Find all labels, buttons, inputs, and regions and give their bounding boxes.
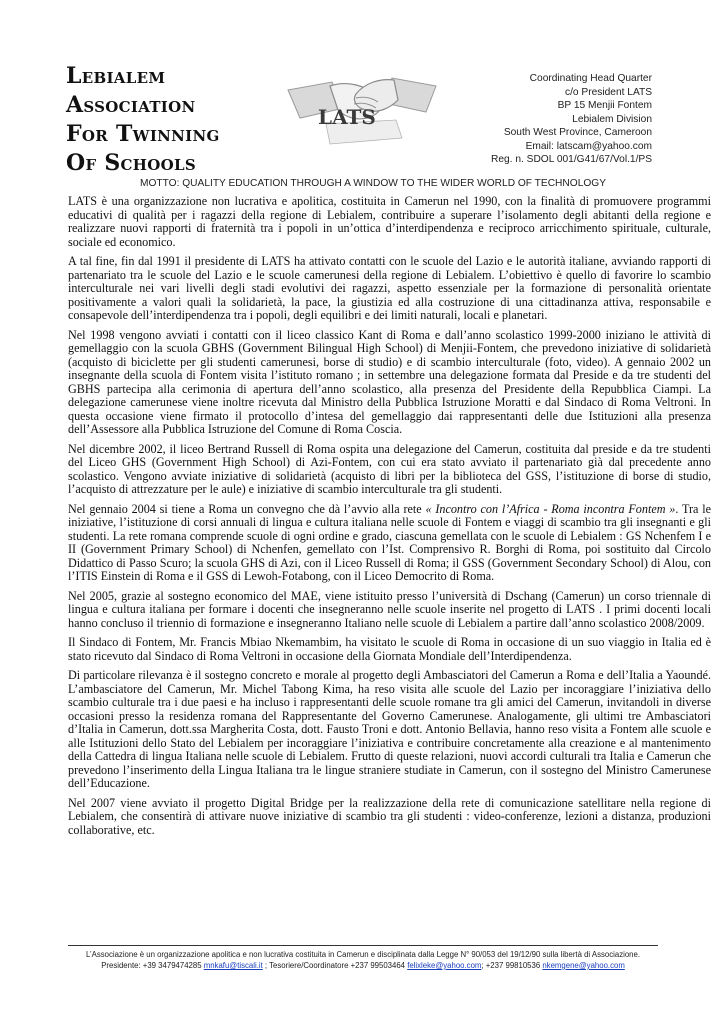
contact-line: c/o President LATS	[564, 86, 652, 98]
treasurer-email-link[interactable]: felixleke@yahoo.com	[407, 961, 482, 970]
org-name-line: Association	[66, 92, 196, 118]
org-name-line: For Twinning	[66, 121, 220, 147]
contact-line: Coordinating Head Quarter	[529, 73, 652, 84]
network-name: « Incontro con l’Africa - Roma incontra Fontem »	[425, 501, 676, 516]
third-phone: ; +237 99810536	[481, 961, 543, 970]
paragraph-text: . Tra le iniziative, l’istituzione di corsi annuali di lingua e cultura italiana nelle scuole di Fontem e viaggi di scambio tra gli insegnanti e gli studenti. La rete romana comprende scuole di ogni ordine e grado, ciascuna gemellata con le scuole di Lebialem : GS Nchenfem I e II (Government Primary School) di Nchenfen, gemellato con l’Ist. Comprensivo R. Borghi di Roma, poi sostituito dal Circolo Didattico di Passo Scuro; la scuola GHS di Azi, con il Liceo Russell di Roma; il GSS (Government Secondary School) di Alou, con l’ITIS Einstein di Roma e il GSS di Lewoh-Fotabong, con il Liceo Democrito di Roma.	[68, 501, 711, 583]
contact-line: Lebialem Division	[572, 113, 652, 125]
contact-line: BP 15 Menjii Fontem	[557, 100, 652, 111]
registration-number: Reg. n. SDOL 001/G41/67/Vol.1/PS	[490, 154, 652, 165]
paragraph-text: Nel gennaio 2004 si tiene a Roma un convegno che dà l’avvio alla rete	[68, 501, 426, 516]
president-email-link[interactable]: mnkafu@tiscali.it	[203, 961, 263, 970]
paragraph: LATS è una organizzazione non lucrativa e apolitica, costituita in Camerun nel 1990, con la finalità di promuovere programmi educativi di qualità per i ragazzi della regione di Lebialem, contribuire a superare l’isolamento degli abitanti della regione e realizzare nuovi rapporti di fraternità tra i popoli in un’ottica d’interdipendenza e reciproco arricchimento spirituale, culturale, sociale ed economico.	[68, 194, 711, 249]
treasurer-phone: ; Tesoriere/Coordinatore +237 99503464	[262, 961, 408, 970]
paragraph: Nel dicembre 2002, il liceo Bertrand Russell di Roma ospita una delegazione del Camerun, costituita dal preside e da tre studenti del Liceo GHS (Government High School) di Azi-Fontem, con cui era stato avviato il partenariato già dal precedente anno scolastico. Vengono avviate iniziative di solidarietà (acquisto di libri per la biblioteca del GSS, l’istituzione di borse di studio, l’acquisto di attrezzature per le aule) e iniziative di scambio interculturale tra gli studenti.	[68, 441, 711, 496]
president-phone: Presidente: +39 3479474285	[101, 961, 204, 970]
paragraph: Il Sindaco di Fontem, Mr. Francis Mbiao Nkemambim, ha visitato le scuole di Roma in occasione di un suo viaggio in Italia ed è stato ricevuto dal Sindaco di Roma Veltroni in occasione della Giornata Mondiale dell’Interdipendenza.	[68, 635, 711, 663]
logo-text: LATS	[318, 105, 376, 129]
footer-contacts	[68, 960, 658, 971]
footer	[68, 949, 658, 971]
third-email-link[interactable]: nkemgene@yahoo.com	[542, 961, 625, 970]
paragraph	[68, 503, 711, 584]
paragraph: A tal fine, fin dal 1991 il presidente di LATS ha attivato contatti con le scuole del Lazio e le autorità italiane, avviando rapporti di partenariato tra le scuole del Lazio e le scuole camerunesi della regione di Lebialem. L’obiettivo è quello di favorire lo scambio interculturale nei vari livelli degli stadi evolutivi dei ragazzi, aspetto essenziale per la formazione di personalità orientate positivamente a valori quali la solidarietà, la pace, la giustizia ed alla costruzione di una cittadinanza attiva, responsabile e consapevole dell’interdipendenza tra i popoli, degli equilibri e dei limiti naturali, locali e planetari.	[68, 254, 711, 322]
paragraph: Nel 2005, grazie al sostegno economico del MAE, viene istituito presso l’università di Dschang (Camerun) un corso triennale di lingua e cultura italiana per formare i docenti che insegneranno nelle scuole inserite nel progetto di LATS . I primi docenti locali hanno concluso il triennio di formazione e insegneranno Italiano nelle scuole di Lebialem a partire dall’anno scolastico 2008/2009.	[68, 588, 711, 630]
organization-name	[66, 62, 281, 178]
motto: MOTTO: QUALITY EDUCATION THROUGH A WINDOW TO THE WIDER WORLD OF TECHNOLOGY	[139, 178, 607, 189]
footer-divider	[68, 945, 658, 946]
paragraph: Nel 1998 vengono avviati i contatti con il liceo classico Kant di Roma e dall’anno scolastico 1999-2000 iniziano le attività di gemellaggio con la scuola GBHS (Government Bilingual High School) di Menjii-Fontem, che prevedono iniziative di solidarietà (acquisto di biciclette per gli studenti camerunesi, borse di studio) e di scambio interculturale (foto, video). A gennaio 2002 un insegnante della scuola di Fontem visita l’istituto romano ; in settembre una delegazione formata dal Preside e da tre studenti del GBHS partecipa alla cerimonia di apertura dell’anno scolastico, alla presenza del Presidente della Repubblica Ciampi. La delegazione camerunese viene inoltre ricevuta dal Ministro della Pubblica Istruzione Moratti e dal Sindaco di Roma Veltroni. In questa occasione viene firmato il protocollo d’intesa del gemellaggio dai rappresentanti delle due Istituzioni alla presenza dell’Assessore alla Pubblica Istruzione del Comune di Roma Coscia.	[68, 327, 711, 436]
org-name-line: Of Schools	[66, 150, 196, 176]
contact-email: Email: latscam@yahoo.com	[525, 140, 652, 152]
org-name-line: Lebialem	[66, 63, 166, 89]
contact-block	[412, 72, 652, 167]
paragraph: Di particolare rilevanza è il sostegno concreto e morale al progetto degli Ambasciatori del Camerun a Roma e dell’Italia a Yaoundé. L’ambasciatore del Camerun, Mr. Michel Tabong Kima, ha reso visita alle scuole del Lazio per incoraggiare l’iniziativa dello scambio culturale tra i due paesi e ha incluso i rappresentanti delle scuole romane tra gli amici del Camerun, invitandoli in diverse occasioni presso la residenza romana del Rappresentante del Governo Camerunese. Analogamente, gli ultimi tre Ambasciatori d’Italia in Camerun, dott.ssa Margherita Costa, dott. Fausto Troni e dott. Antonio Bellavia, hanno reso visita a Fontem alle scuole e alle Istituzioni dello Stato del Lebialem per incoraggiare l’iniziativa e contribuire concretamente alla creazione e al mantenimento della Cattedra di lingua Italiana nelle scuole di Lebialem. Frutto di queste relazioni, nuovi accordi culturali tra Italia e Camerun che prevedono l’inserimento della Lingua Italiana tra le lingue straniere studiate in Camerun, con il sostegno del Ministro Camerunese dell’Educazione.	[68, 668, 711, 790]
contact-line: South West Province, Cameroon	[503, 127, 652, 138]
footer-legal-note: L’Associazione è un organizzazione apolitica e non lucrativa costituita in Camerun e disciplinata dalla Legge N° 90/053 del 19/12/90 sulla libertà di Associazione.	[85, 950, 640, 959]
document-body	[68, 195, 711, 843]
paragraph: Nel 2007 viene avviato il progetto Digital Bridge per la realizzazione della rete di comunicazione satellitare nella regione di Lebialem, che consentirà di attivare nuove iniziative di scambio tra gli studenti : video-conferenze, lezioni a distanza, produzioni collaborative, etc.	[68, 795, 711, 837]
